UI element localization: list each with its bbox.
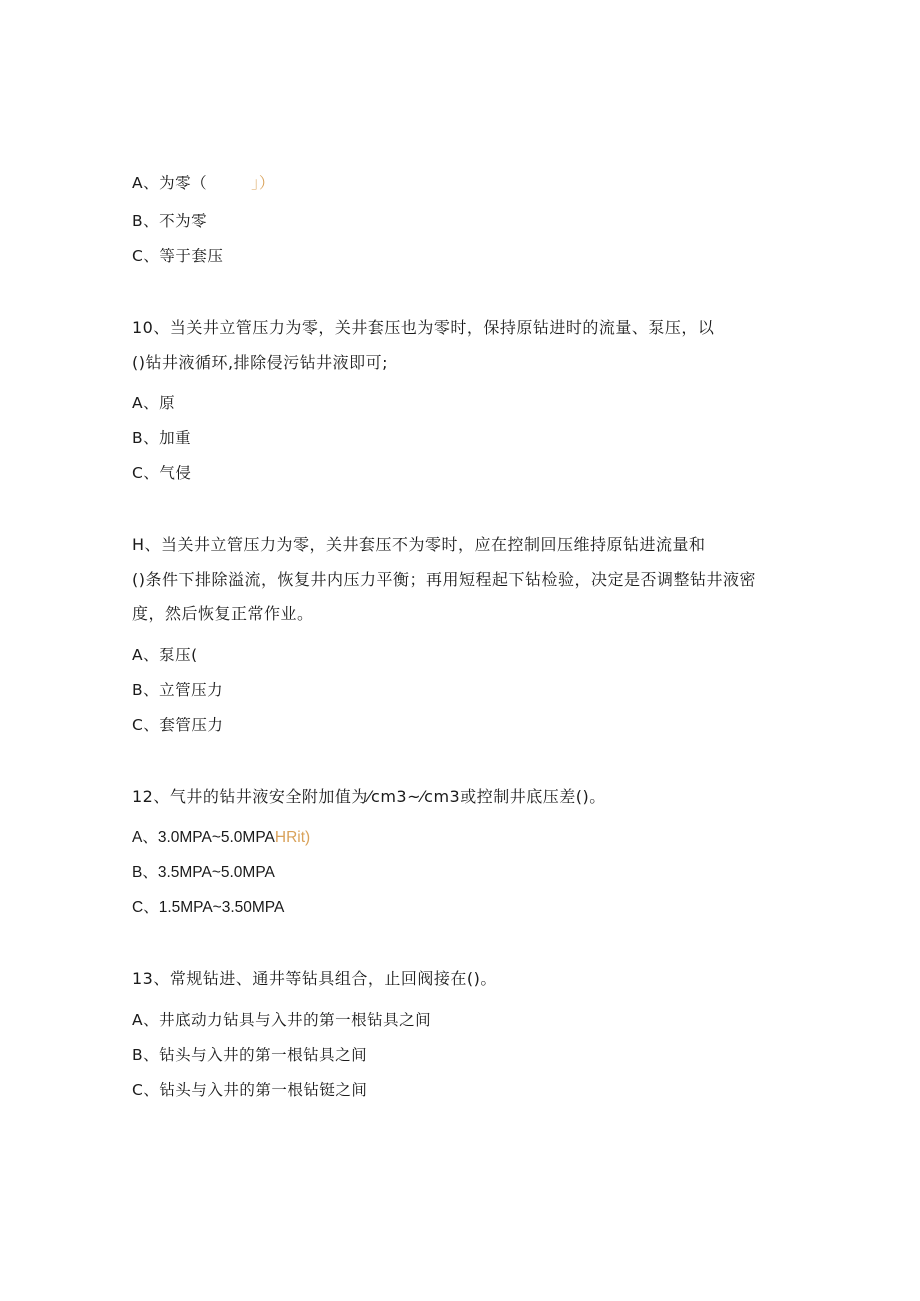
q13-option-b: B、钻头与入井的第一根钻具之间 <box>132 1046 368 1064</box>
q11-stem-line-3: 度，然后恢复正常作业。 <box>132 604 314 623</box>
q9-option-b: B、不为零 <box>132 212 208 230</box>
q9-option-a <box>132 173 274 194</box>
q11-stem-line-1: H、当关井立管压力为零，关井套压不为零时，应在控制回压维持原钻进流量和 <box>132 535 706 554</box>
q10-option-a: A、原 <box>132 394 176 412</box>
q10-stem-line-2: ()钻井液循环,排除侵污钻井液即可; <box>132 353 388 372</box>
q9-option-c: C、等于套压 <box>132 247 224 265</box>
q10-option-b: B、加重 <box>132 429 192 447</box>
q11-stem-line-2: ()条件下排除溢流，恢复井内压力平衡；再用短程起下钻检验，决定是否调整钻井液密 <box>132 570 756 589</box>
q11-option-b: B、立管压力 <box>132 681 224 699</box>
q12-option-a-handwritten-mark: HRit) <box>274 829 311 846</box>
q12-option-b: B、3.5MPA~5.0MPA <box>132 864 275 881</box>
q13-option-c: C、钻头与入井的第一根钻铤之间 <box>132 1081 368 1099</box>
q12-stem-line-1: 12、气井的钻井液安全附加值为⁄cm3~⁄cm3或控制井底压差()。 <box>132 787 606 806</box>
q10-option-c: C、气侵 <box>132 464 192 482</box>
q13-stem-line-1: 13、常规钻进、通井等钻具组合，止回阀接在()。 <box>132 969 497 988</box>
q11-option-c: C、套管压力 <box>132 716 224 734</box>
q9-option-a-handwritten-mark: 」） <box>251 175 275 192</box>
q10-stem-line-1: 10、当关井立管压力为零，关井套压也为零时，保持原钻进时的流量、泵压，以 <box>132 318 715 337</box>
q12-option-c: C、1.5MPA~3.50MPA <box>132 899 285 916</box>
q13-option-a: A、井底动力钻具与入井的第一根钻具之间 <box>132 1011 432 1029</box>
q9-option-a-text: A、为零（ <box>132 174 208 192</box>
q11-option-a: A、泵压( <box>132 646 198 664</box>
q12-option-a <box>132 828 310 848</box>
q12-option-a-text: A、3.0MPA~5.0MPA <box>132 829 275 846</box>
